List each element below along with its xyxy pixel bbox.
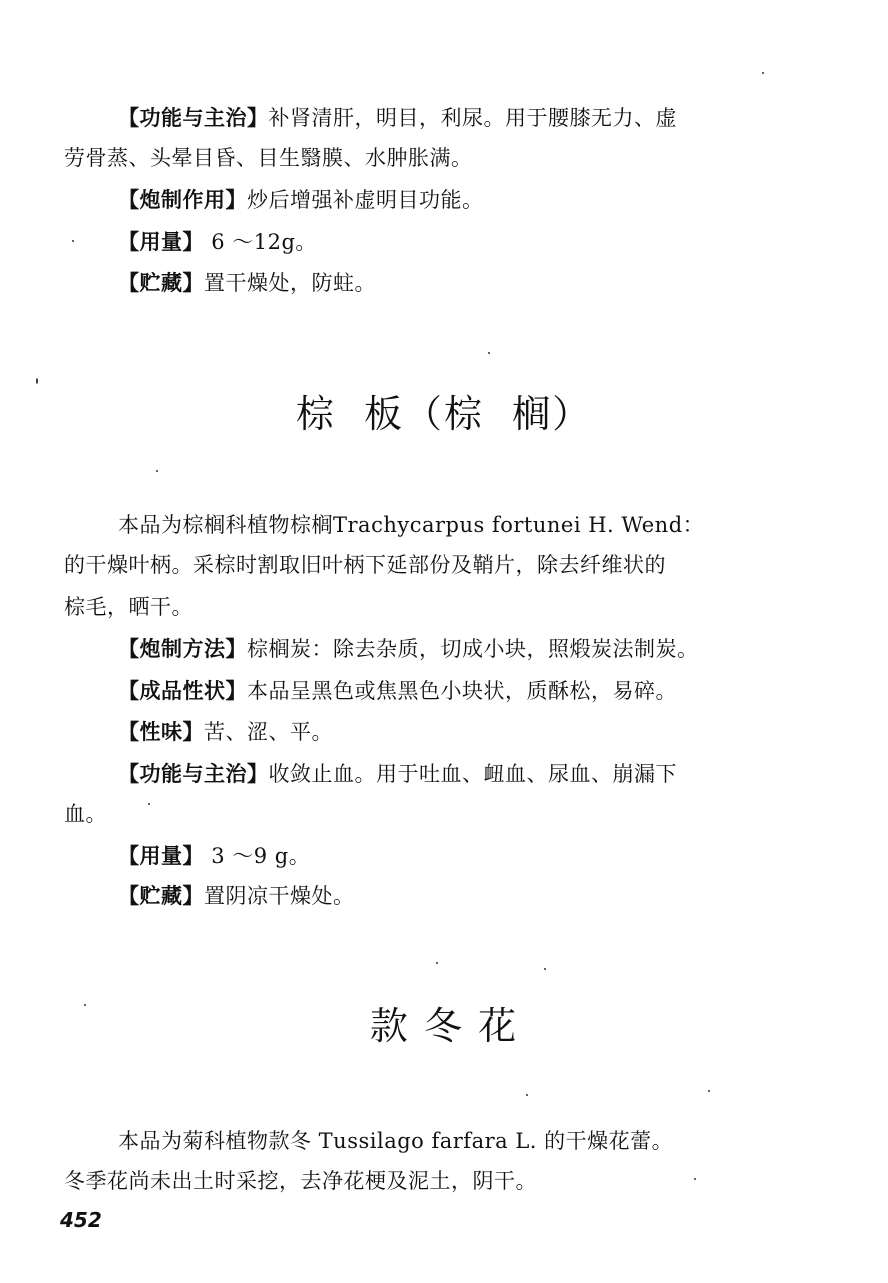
- zongban-dosage-text: 3 ～9 g。: [211, 844, 311, 868]
- scan-speck: [694, 1178, 696, 1180]
- zongban-intro-line-1: 本品为棕榈科植物棕榈Trachycarpus fortunei H. Wend：: [118, 513, 705, 537]
- section-title-zongban: 棕 板（棕 榈）: [295, 392, 593, 436]
- nature-taste-text: 苦、涩、平。: [204, 720, 333, 744]
- scan-speck: [708, 1090, 710, 1092]
- dosage-text: 6 ～12g。: [211, 230, 317, 254]
- scan-speck: [544, 968, 546, 970]
- scan-speck: [762, 72, 764, 74]
- nature-taste-tag: 【性味】: [118, 720, 204, 744]
- scan-speck: [72, 240, 74, 242]
- function-indication-text: 补肾清肝，明目，利尿。用于腰膝无力、虚: [268, 106, 677, 130]
- scan-speck: [148, 803, 150, 805]
- zongban-dosage-line: [118, 841, 768, 871]
- product-traits-tag: 【成品性状】: [118, 679, 247, 703]
- zongban-function-line-1: [118, 759, 768, 789]
- nature-taste-line: [118, 717, 768, 747]
- scan-speck: [36, 378, 38, 384]
- product-traits-text: 本品呈黑色或焦黑色小块状，质酥松，易碎。: [247, 679, 677, 703]
- product-traits-line: [118, 676, 768, 706]
- storage-line: [118, 268, 768, 298]
- function-indication-line-1: [118, 103, 768, 133]
- scan-speck: [84, 1004, 86, 1006]
- storage-text: 置干燥处，防蛀。: [204, 271, 376, 295]
- function-indication-line-2: 劳骨蒸、头晕目昏、目生翳膜、水肿胀满。: [64, 146, 473, 170]
- zongban-dosage-tag: 【用量】: [118, 844, 204, 868]
- scan-speck: [156, 470, 158, 472]
- function-indication-tag: 【功能与主治】: [118, 106, 269, 130]
- processing-method-line: [118, 634, 768, 664]
- zongban-storage-tag: 【贮藏】: [118, 884, 204, 908]
- zongban-intro-line-2: 的干燥叶柄。采棕时割取旧叶柄下延部份及鞘片，除去纤维状的: [64, 553, 666, 577]
- zongban-storage-line: [118, 881, 768, 911]
- processing-effect-tag: 【炮制作用】: [118, 188, 247, 212]
- processing-method-text: 棕榈炭：除去杂质，切成小块，照煅炭法制炭。: [247, 637, 699, 661]
- dosage-tag: 【用量】: [118, 230, 204, 254]
- scan-speck: [526, 1094, 528, 1096]
- kuandonghua-intro-line-2: 冬季花尚未出土时采挖，去净花梗及泥土，阴干。: [64, 1169, 537, 1193]
- zongban-function-tag: 【功能与主治】: [118, 762, 269, 786]
- dosage-line: [118, 227, 768, 257]
- zongban-function-text: 收敛止血。用于吐血、衄血、尿血、崩漏下: [268, 762, 677, 786]
- processing-method-tag: 【炮制方法】: [118, 637, 247, 661]
- zongban-intro-line-3: 棕毛，晒干。: [64, 595, 193, 619]
- scan-speck: [436, 962, 438, 964]
- zongban-storage-text: 置阴凉干燥处。: [204, 884, 355, 908]
- page-number: 452: [60, 1208, 102, 1232]
- kuandonghua-intro-line-1: 本品为菊科植物款冬 Tussilago farfara L. 的干燥花蕾。: [118, 1129, 674, 1153]
- processing-effect-line: [118, 185, 768, 215]
- scan-speck: [488, 352, 490, 354]
- section-title-kuandonghua: 款 冬 花: [369, 1004, 519, 1048]
- processing-effect-text: 炒后增强补虚明目功能。: [247, 188, 484, 212]
- storage-tag: 【贮藏】: [118, 271, 204, 295]
- zongban-function-line-2: 血。: [64, 802, 107, 826]
